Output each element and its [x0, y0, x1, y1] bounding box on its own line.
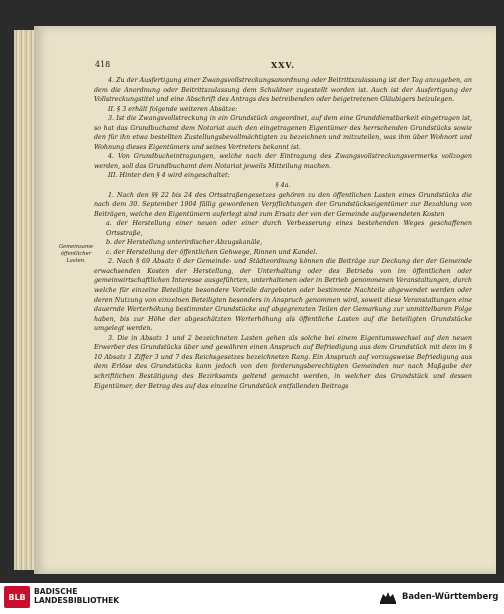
paragraph: 4. Zu der Ausfertigung einer Zwangsvollstreckungsanordnung oder Beitrittszulassung ist der Tag anzugeben, an dem die Anordnung oder Beitrittszulassung dem Schuldner zugestellt worden ist. Auch ist der Ausfertigung der Vollstreckungstitel und eine Abschrift des Antrags des betreibenden oder beigetretenen Gläubigers beizulegen.	[94, 77, 472, 104]
blb-logo[interactable]: BLB	[4, 586, 30, 608]
library-name[interactable]	[34, 587, 119, 605]
chapter-heading: XXV.	[270, 60, 295, 70]
paragraph: 3. Ist die Zwangsvollstreckung in ein Grundstück angeordnet, auf dem eine Grunddienstbarkeit eingetragen ist, so hat das Grundbuchamt dem Notariat auch den eingetragenen Eigentümer des herrschenden Grundstücks sowie den für ihn etwa bestellten Zustellungsbevollmächtigten zu bezeichnen und mitzuteilen, was ihm über Wohnort und Wohnung dieses Eigentümers und seines Vertreters bekannt ist.	[94, 115, 472, 151]
page-body-text	[94, 76, 472, 548]
paragraph: 1. Nach den §§ 22 bis 24 des Ortsstraßengesetzes gehören zu den öffentlichen Lasten eines Grundstücks die nach dem 30. September 1904 fällig gewordenen Verpflichtungen der Grundstückseigentümer zur Bezahlung von Beiträgen, welche den Eigentümern auferlegt sind zum Ersatz der von der Gemeinde aufgewendeten Kosten	[94, 191, 472, 218]
paragraph: III. Hinter den § 4 wird eingeschaltet:	[108, 172, 230, 180]
library-name-line2: LANDESBIBLIOTHEK	[34, 596, 120, 605]
paragraph: 2. Nach § 69 Absatz 6 der Gemeinde- und Städteordnung können die Beiträge zur Deckung der der Gemeinde erwachsenden Kosten der Herstellung, der Unterhaltung oder des Betriebs von im öffentlichen oder gemeinwirtschaftlichen Interesse ausgeführten, unterhaltenen oder in Betrieb genommenen Veranstaltungen, durch welche für einzelne Beteiligte besondere Vorteile dargeboten oder bestimmte Nachteile abgewendet werden oder deren Nutzung von einzelnen Beteiligten besonders in Anspruch genommen wird, soweit diese Veranstaltungen eine dauernde Werterhöhung bestimmter Grundstücke auf abgegrenzten Teilen der Gemarkung zur unmittelbaren Folge haben, bis zur Höhe der abgeschätzten Werterhöhung als öffentliche Lasten auf die beteiligten Grundstücke umgelegt werden.	[94, 258, 472, 333]
book-page-edges	[14, 30, 35, 570]
paragraph: 3. Die in Absatz 1 und 2 bezeichneten Lasten gehen als solche bei einem Eigentumswechsel auf den neuen Erwerber des Grundstücks über und gewähren einen Anspruch auf Befriedigung aus dem Grundstück mit dem im § 10 Absatz 1 Ziffer 3 und 7 des Reichsgesetzes bezeichneten Rang. Ein Anspruch auf vorzugsweise Befriedigung aus dem Erlöse des Grundstücks kann jedoch von den forderungsberechtigten Gemeinden nur nach Maßgabe der schriftlichen Bestätigung des Bezirksamts geltend gemacht werden, in welcher das Grundstück und dessen Eigentümer, der Betrag des auf das einzelne Grundstück entfallenden Beitrags	[94, 334, 472, 390]
library-name-line1: BADISCHE	[34, 587, 78, 596]
paragraph: a. der Herstellung einer neuen oder einer durch Verbesserung eines bestehenden Weges geschaffenen Ortsstraße,	[106, 220, 472, 237]
margin-note: Gemeinsame öffentlicher Lasten.	[59, 244, 93, 264]
lions-coat-of-arms-icon	[378, 588, 398, 606]
paragraph: b. der Herstellung unterirdischer Abzugskanäle,	[106, 239, 263, 247]
paragraph: c. der Herstellung der öffentlichen Gehwege, Rinnen und Kandel.	[106, 248, 318, 256]
page-header	[95, 60, 471, 70]
paragraph: § 4a.	[275, 182, 291, 190]
paragraph: 4. Von Grundbucheintragungen, welche nach der Eintragung des Zwangsvollstreckungsvermerks vollzogen werden, soll das Grundbuchamt dem Notariat jeweils Mitteilung machen.	[94, 153, 472, 170]
state-name[interactable]: Baden-Württemberg	[402, 591, 499, 601]
paragraph: II. § 3 erhält folgende weiteren Absätze:	[108, 105, 238, 113]
page-number: 418	[95, 60, 111, 69]
